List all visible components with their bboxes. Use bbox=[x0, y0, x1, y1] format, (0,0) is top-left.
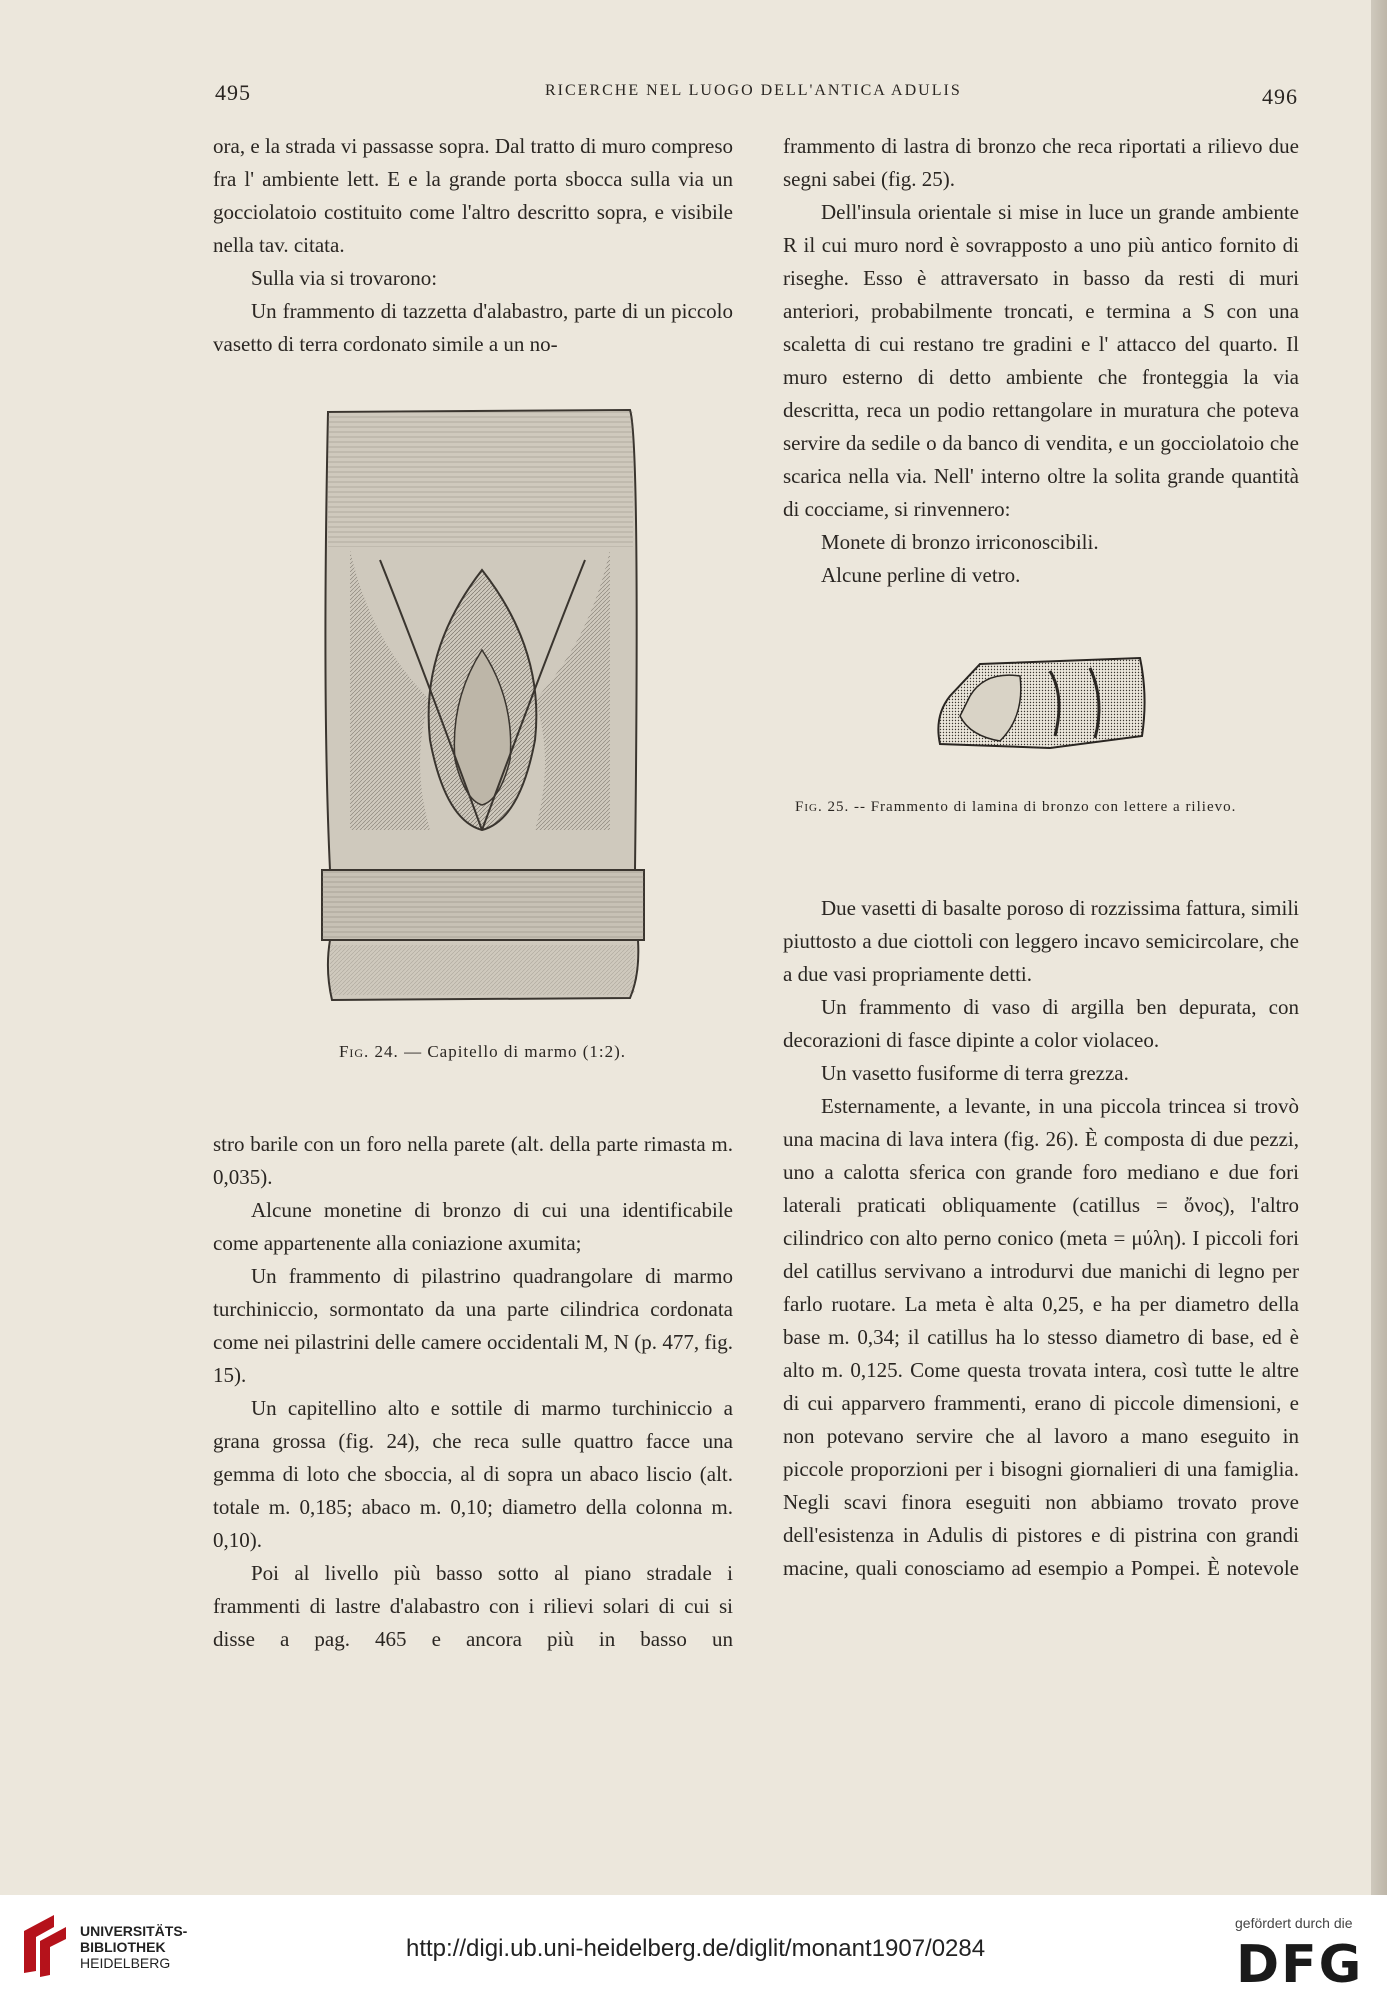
paragraph: Alcune perline di vetro. bbox=[821, 563, 1021, 587]
permalink-url[interactable]: http://digi.ub.uni-heidelberg.de/diglit/monant1907/0284 bbox=[406, 1935, 986, 1962]
paragraph: Un frammento di vaso di argilla ben depurata, con decorazioni di fasce dipinte a color violaceo. bbox=[783, 995, 1299, 1052]
paragraph: Alcune monetine di bronzo di cui una identificabile come appartenente alla coniazione axumita; bbox=[213, 1198, 733, 1255]
library-name-line: HEIDELBERG bbox=[80, 1955, 171, 1971]
bronze-fragment-illustration bbox=[930, 656, 1150, 756]
page-header bbox=[0, 80, 1380, 110]
library-name bbox=[80, 1923, 187, 1971]
paragraph: Sulla via si trovarono: bbox=[251, 266, 438, 290]
paragraph: Un frammento di tazzetta d'alabastro, parte di un piccolo vasetto di terra cordonato simile a un no- bbox=[213, 299, 733, 356]
paragraph: Un capitellino alto e sottile di marmo turchiniccio a grana grossa (fig. 24), che reca sulle quattro facce una gemma di loto che sboccia, al di sopra un abaco liscio (alt. totale m. 0,185; abaco m. 0,10; diametro della colonna m. 0,10). bbox=[213, 1396, 733, 1552]
marble-capital-illustration bbox=[310, 400, 655, 1005]
paragraph: Poi al livello più basso sotto al piano stradale i frammenti di lastre d'alabastro con i rilievi solari di cui si disse a pag. 465 e ancora più in basso un bbox=[213, 1561, 733, 1651]
paragraph: Due vasetti di basalte poroso di rozzissima fattura, simili piuttosto a due ciottoli con leggero incavo semicircolare, che a due vasi propriamente detti. bbox=[783, 896, 1299, 986]
paragraph: stro barile con un foro nella parete (alt. della parte rimasta m. 0,035). bbox=[213, 1132, 733, 1189]
digitization-footer bbox=[0, 1895, 1387, 2000]
paragraph: Un frammento di pilastrino quadrangolare di marmo turchiniccio, sormontato da una parte cilindrica cordonata come nei pilastrini delle camere occidentali M, N (p. 477, fig. 15). bbox=[213, 1264, 733, 1387]
paragraph: Esternamente, a levante, in una piccola trincea si trovò una macina di lava intera (fig. 26). È composta di due pezzi, uno a calotta sferica con grande foro mediano e due fori laterali praticati obliquamente (catillus = ὄνος), l'altro cilindrico con alto perno conico (meta = μύλη). I piccoli fori del catillus servivano a introdurvi due manichi di legno per farlo ruotare. La meta è alta 0,25, e ha per diametro della base m. 0,34; il catillus ha lo stesso diametro di base, ed è alto m. 0,125. Come questa trovata intera, così tutte le altre di cui apparvero frammenti, erano di piccole dimensioni, e non potevano servire che al lavoro a mano eseguito in piccole proporzioni per i bisogni giornalieri di una famiglia. Negli scavi finora eseguiti non abbiamo trovato prove dell'esistenza in Adulis di pistores e di pistrina con grandi macine, quali conosciamo ad esempio a Pompei. È notevole bbox=[783, 1094, 1299, 1580]
right-column-bottom bbox=[783, 892, 1299, 1585]
paragraph: frammento di lastra di bronzo che reca riportati a rilievo due segni sabei (fig. 25). bbox=[783, 134, 1299, 191]
library-name-line: BIBLIOTHEK bbox=[80, 1939, 166, 1955]
page-edge-shadow bbox=[1371, 0, 1387, 1895]
dfg-logo: DFG bbox=[1236, 1935, 1364, 1995]
figure-24-caption bbox=[310, 1042, 655, 1062]
page-number-right: 496 bbox=[1262, 84, 1298, 109]
left-column-top bbox=[213, 130, 733, 361]
paragraph: Un vasetto fusiforme di terra grezza. bbox=[821, 1061, 1129, 1085]
figure-25-label: Fig. 25. bbox=[795, 799, 850, 815]
left-column-bottom bbox=[213, 1128, 733, 1656]
figure-25-text: -- Frammento di lamina di bronzo con lettere a rilievo. bbox=[853, 799, 1237, 815]
right-column-top bbox=[783, 130, 1299, 592]
paragraph: ora, e la strada vi passasse sopra. Dal tratto di muro compreso fra l' ambiente lett. E e la grande porta sbocca sulla via un gocciolatoio costituito come l'altro descritto sopra, e visibile nella tav. citata. bbox=[213, 134, 733, 257]
sponsor-note: gefördert durch die bbox=[1235, 1915, 1353, 1931]
library-name-line: UNIVERSITÄTS- bbox=[80, 1923, 188, 1939]
figure-25-caption bbox=[795, 795, 1290, 820]
figure-24-text: — Capitello di marmo (1:2). bbox=[404, 1042, 627, 1061]
university-library-logo-icon bbox=[14, 1911, 72, 1983]
running-title: RICERCHE NEL LUOGO DELL'ANTICA ADULIS bbox=[545, 82, 962, 99]
page-number-left: 495 bbox=[215, 80, 251, 105]
figure-24-label: Fig. 24. bbox=[338, 1042, 399, 1061]
paragraph: Monete di bronzo irriconoscibili. bbox=[821, 530, 1099, 554]
paragraph: Dell'insula orientale si mise in luce un grande ambiente R il cui muro nord è sovrapposto a uno più antico fornito di riseghe. Esso è attraversato in basso da resti di muri anteriori, probabilmente troncati, e termina a S con una scaletta di cui restano tre gradini e l' attacco del quarto. Il muro esterno di detto ambiente che fronteggia la via descritta, reca un podio rettangolare in muratura che poteva servire da sedile o da banco di vendita, e un gocciolatoio che scarica nella via. Nell' interno oltre la solita grande quantità di cocciame, si rinvennero: bbox=[783, 200, 1299, 521]
